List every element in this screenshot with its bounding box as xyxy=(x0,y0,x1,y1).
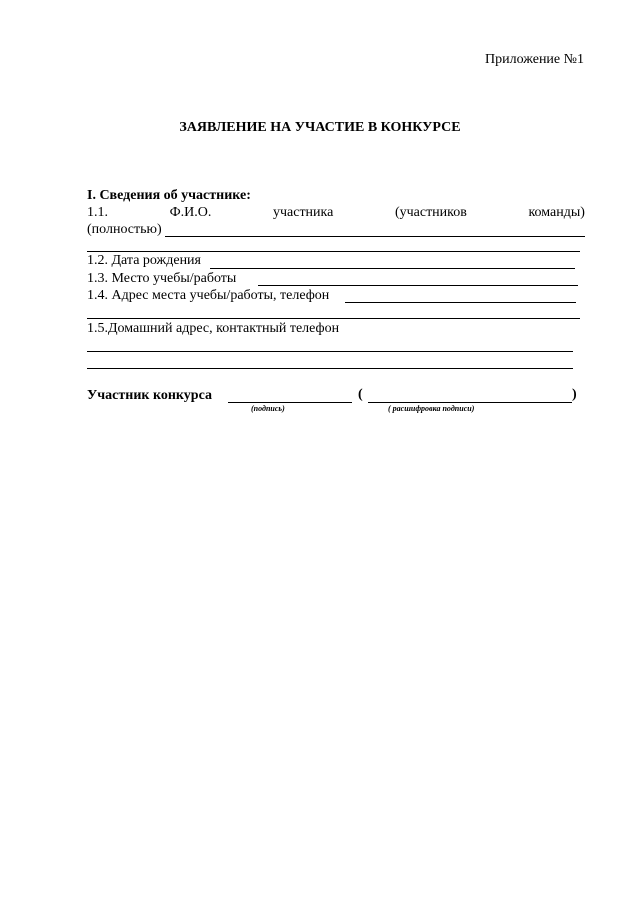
address-label: 1.4. Адрес места учебы/работы, телефон xyxy=(87,288,330,303)
fio-number: 1.1. xyxy=(87,205,108,220)
fio-field[interactable] xyxy=(165,236,585,237)
study-label: 1.3. Место учебы/работы xyxy=(87,271,237,286)
fio-word-1: Ф.И.О. xyxy=(169,205,212,220)
fio-row xyxy=(87,205,585,221)
study-field[interactable] xyxy=(258,285,578,286)
decode-caption: ( расшифровка подписи) xyxy=(388,404,475,413)
home-field-line-1[interactable] xyxy=(87,351,573,352)
signature-decode-field[interactable] xyxy=(368,402,572,403)
signature-label: Участник конкурса xyxy=(87,388,212,403)
signature-caption: (подпись) xyxy=(251,404,285,413)
document-title: ЗАЯВЛЕНИЕ НА УЧАСТИЕ В КОНКУРСЕ xyxy=(179,120,461,135)
address-field[interactable] xyxy=(345,302,576,303)
fio-field-line-2[interactable] xyxy=(87,251,580,252)
fio-continuation: (полностью) xyxy=(87,222,162,237)
home-field-line-2[interactable] xyxy=(87,368,573,369)
annex-label: Приложение №1 xyxy=(485,52,584,67)
address-field-line-2[interactable] xyxy=(87,318,580,319)
close-paren: ) xyxy=(572,387,577,402)
birth-field[interactable] xyxy=(210,268,575,269)
fio-word-2: участника xyxy=(272,205,334,220)
signature-field[interactable] xyxy=(228,402,352,403)
home-label: 1.5.Домашний адрес, контактный телефон xyxy=(87,321,340,336)
fio-word-3: (участников xyxy=(394,205,467,220)
section-heading: I. Сведения об участнике: xyxy=(87,188,251,203)
open-paren: ( xyxy=(358,387,363,402)
fio-word-4: команды) xyxy=(528,205,585,220)
birth-label: 1.2. Дата рождения xyxy=(87,253,201,268)
